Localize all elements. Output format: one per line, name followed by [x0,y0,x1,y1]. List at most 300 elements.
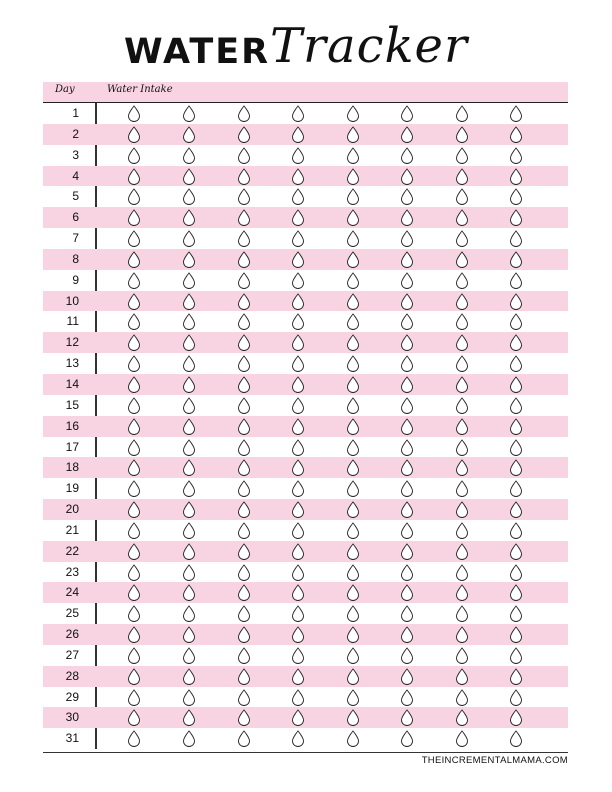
water-drop-icon[interactable] [127,459,141,476]
water-drop-icon[interactable] [237,230,251,247]
water-drop-icon[interactable] [127,584,141,601]
water-drop-icon[interactable] [237,355,251,372]
water-drop-icon[interactable] [346,626,360,643]
water-drop-icon[interactable] [237,439,251,456]
water-drop-icon[interactable] [237,334,251,351]
water-drop-icon[interactable] [291,626,305,643]
water-drop-icon[interactable] [455,355,469,372]
water-drop-icon[interactable] [346,564,360,581]
day-number: 8 [72,251,79,266]
water-drop-icon[interactable] [455,480,469,497]
water-drop-icon[interactable] [455,126,469,143]
water-drop-icon[interactable] [455,501,469,518]
water-drop-icon[interactable] [237,689,251,706]
water-drop-icon[interactable] [182,209,196,226]
water-drop-icon[interactable] [400,168,414,185]
water-drop-icon[interactable] [127,480,141,497]
water-drop-icon[interactable] [400,251,414,268]
day-row [43,541,568,562]
water-drop-icon[interactable] [400,126,414,143]
water-drop-icon[interactable] [237,168,251,185]
water-drop-icon[interactable] [509,647,523,664]
water-drop-icon[interactable] [400,647,414,664]
day-row [43,353,568,374]
day-number: 3 [72,147,79,162]
water-drop-icon[interactable] [346,689,360,706]
water-drop-icon[interactable] [455,313,469,330]
water-drop-icon[interactable] [455,605,469,622]
water-drop-icon[interactable] [127,730,141,747]
day-number: 27 [65,647,79,662]
day-number: 24 [65,585,79,600]
water-drop-icon[interactable] [400,564,414,581]
water-drop-icon[interactable] [237,105,251,122]
day-column-header: Day [55,84,75,95]
water-drop-icon[interactable] [237,730,251,747]
water-drop-icon[interactable] [182,480,196,497]
water-drop-icon[interactable] [237,251,251,268]
water-drop-icon[interactable] [346,543,360,560]
water-drop-icon[interactable] [182,272,196,289]
water-drop-icon[interactable] [400,605,414,622]
water-drop-icon[interactable] [182,522,196,539]
water-drop-icon[interactable] [237,668,251,685]
water-drop-icon[interactable] [182,584,196,601]
water-drop-icon[interactable] [237,480,251,497]
water-drop-icon[interactable] [346,376,360,393]
water-drop-icon[interactable] [182,313,196,330]
day-rows [43,103,568,749]
water-drop-icon[interactable] [509,355,523,372]
water-drop-icon[interactable] [400,480,414,497]
water-drop-icon[interactable] [346,730,360,747]
water-drop-icon[interactable] [182,439,196,456]
day-number: 18 [65,460,79,475]
water-drop-icon[interactable] [509,709,523,726]
water-drop-icon[interactable] [400,584,414,601]
water-drop-icon[interactable] [346,230,360,247]
water-drop-icon[interactable] [291,584,305,601]
water-drop-icon[interactable] [237,584,251,601]
water-drop-icon[interactable] [182,355,196,372]
water-drop-icon[interactable] [400,355,414,372]
day-number: 26 [65,627,79,642]
day-row [43,582,568,603]
day-number: 5 [72,189,79,204]
water-drop-icon[interactable] [346,105,360,122]
water-drop-icon[interactable] [346,439,360,456]
water-drop-icon[interactable] [182,230,196,247]
water-drop-icon[interactable] [400,459,414,476]
water-drop-icon[interactable] [346,355,360,372]
water-drop-icon[interactable] [400,147,414,164]
water-drop-icon[interactable] [182,501,196,518]
water-drop-icon[interactable] [509,313,523,330]
water-drop-icon[interactable] [127,188,141,205]
water-drop-icon[interactable] [346,293,360,310]
water-drop-icon[interactable] [291,709,305,726]
water-drop-icon[interactable] [400,313,414,330]
water-drop-icon[interactable] [291,230,305,247]
water-drop-icon[interactable] [346,251,360,268]
water-drop-icon[interactable] [127,105,141,122]
water-drop-icon[interactable] [291,376,305,393]
water-drop-icon[interactable] [455,418,469,435]
water-drop-icon[interactable] [509,168,523,185]
water-drop-icon[interactable] [127,147,141,164]
water-drop-icon[interactable] [455,272,469,289]
water-drop-icon[interactable] [509,105,523,122]
water-drop-icon[interactable] [127,313,141,330]
day-number: 21 [65,522,79,537]
water-drop-icon[interactable] [182,147,196,164]
water-drop-icon[interactable] [291,147,305,164]
water-drop-icon[interactable] [182,251,196,268]
water-drop-icon[interactable] [509,730,523,747]
water-drop-icon[interactable] [182,418,196,435]
water-drop-icon[interactable] [455,209,469,226]
water-drop-icon[interactable] [237,397,251,414]
day-row [43,437,568,458]
water-drop-icon[interactable] [291,209,305,226]
water-drop-icon[interactable] [182,105,196,122]
water-drop-icon[interactable] [182,293,196,310]
water-drop-icon[interactable] [291,105,305,122]
water-drop-icon[interactable] [127,209,141,226]
water-drop-icon[interactable] [346,709,360,726]
water-drop-icon[interactable] [127,334,141,351]
day-number: 13 [65,356,79,371]
water-drop-icon[interactable] [509,564,523,581]
water-drop-icon[interactable] [291,418,305,435]
water-drop-icon[interactable] [182,126,196,143]
water-drop-icon[interactable] [182,626,196,643]
water-drop-icon[interactable] [127,668,141,685]
water-drop-icon[interactable] [400,501,414,518]
water-drop-icon[interactable] [509,230,523,247]
water-drop-icon[interactable] [509,459,523,476]
water-drop-icon[interactable] [346,397,360,414]
day-number: 31 [65,731,79,746]
day-row [43,186,568,207]
water-drop-icon[interactable] [291,689,305,706]
day-row [43,603,568,624]
water-drop-icon[interactable] [237,126,251,143]
water-drop-icon[interactable] [455,564,469,581]
water-drop-icon[interactable] [509,188,523,205]
water-drop-icon[interactable] [509,605,523,622]
day-number: 25 [65,606,79,621]
water-drop-icon[interactable] [127,397,141,414]
water-drop-icon[interactable] [237,522,251,539]
water-drop-icon[interactable] [237,459,251,476]
water-drop-icon[interactable] [509,522,523,539]
water-drop-icon[interactable] [509,480,523,497]
water-drop-icon[interactable] [346,334,360,351]
water-drop-icon[interactable] [400,730,414,747]
water-drop-icon[interactable] [237,626,251,643]
water-drop-icon[interactable] [455,584,469,601]
water-drop-icon[interactable] [346,459,360,476]
water-drop-icon[interactable] [400,397,414,414]
water-drop-icon[interactable] [182,543,196,560]
water-drop-icon[interactable] [127,647,141,664]
water-drop-icon[interactable] [455,668,469,685]
water-drop-icon[interactable] [291,334,305,351]
day-row [43,416,568,437]
water-drop-icon[interactable] [182,168,196,185]
water-drop-icon[interactable] [346,126,360,143]
water-drop-icon[interactable] [509,418,523,435]
water-drop-icon[interactable] [291,480,305,497]
water-drop-icon[interactable] [346,584,360,601]
water-drop-icon[interactable] [291,605,305,622]
water-drop-icon[interactable] [346,272,360,289]
water-intake-header: Water Intake [107,84,173,95]
water-drop-icon[interactable] [182,709,196,726]
water-drop-icon[interactable] [509,251,523,268]
day-row [43,395,568,416]
water-drop-icon[interactable] [182,564,196,581]
water-drop-icon[interactable] [455,709,469,726]
water-drop-icon[interactable] [400,376,414,393]
water-drop-icon[interactable] [400,334,414,351]
water-drop-icon[interactable] [455,251,469,268]
water-drop-icon[interactable] [400,709,414,726]
water-drop-icon[interactable] [127,564,141,581]
water-drop-icon[interactable] [400,230,414,247]
day-row [43,687,568,708]
footer-divider [43,752,568,753]
water-drop-icon[interactable] [346,522,360,539]
day-row [43,707,568,728]
water-drop-icon[interactable] [237,543,251,560]
water-drop-icon[interactable] [237,313,251,330]
day-number: 2 [72,126,79,141]
water-drop-icon[interactable] [237,418,251,435]
day-row [43,499,568,520]
water-drop-icon[interactable] [291,668,305,685]
water-drop-icon[interactable] [127,605,141,622]
water-drop-icon[interactable] [509,376,523,393]
water-drop-icon[interactable] [291,168,305,185]
water-drop-icon[interactable] [346,647,360,664]
water-drop-icon[interactable] [346,480,360,497]
water-drop-icon[interactable] [455,459,469,476]
water-drop-icon[interactable] [127,543,141,560]
water-drop-icon[interactable] [455,730,469,747]
water-drop-icon[interactable] [237,293,251,310]
water-drop-icon[interactable] [346,147,360,164]
water-drop-icon[interactable] [127,626,141,643]
water-drop-icon[interactable] [237,188,251,205]
water-drop-icon[interactable] [455,168,469,185]
water-drop-icon[interactable] [400,689,414,706]
water-drop-icon[interactable] [346,188,360,205]
water-drop-icon[interactable] [291,730,305,747]
day-number: 12 [65,335,79,350]
water-drop-icon[interactable] [182,376,196,393]
water-drop-icon[interactable] [182,334,196,351]
water-drop-icon[interactable] [291,522,305,539]
water-drop-icon[interactable] [237,272,251,289]
water-drop-icon[interactable] [346,668,360,685]
water-drop-icon[interactable] [400,272,414,289]
water-drop-icon[interactable] [237,209,251,226]
water-drop-icon[interactable] [455,397,469,414]
water-drop-icon[interactable] [455,293,469,310]
water-drop-icon[interactable] [237,501,251,518]
day-number: 14 [65,376,79,391]
water-drop-icon[interactable] [455,647,469,664]
water-drop-icon[interactable] [346,605,360,622]
water-drop-icon[interactable] [291,293,305,310]
water-drop-icon[interactable] [291,459,305,476]
day-number: 4 [72,168,79,183]
water-drop-icon[interactable] [127,418,141,435]
water-drop-icon[interactable] [127,376,141,393]
water-drop-icon[interactable] [455,522,469,539]
water-drop-icon[interactable] [346,418,360,435]
table-header [43,82,568,103]
water-drop-icon[interactable] [346,168,360,185]
water-drop-icon[interactable] [455,543,469,560]
water-drop-icon[interactable] [509,501,523,518]
water-drop-icon[interactable] [291,501,305,518]
water-drop-icon[interactable] [400,626,414,643]
water-drop-icon[interactable] [509,397,523,414]
water-drop-icon[interactable] [455,230,469,247]
day-row [43,228,568,249]
water-drop-icon[interactable] [509,272,523,289]
water-drop-icon[interactable] [509,668,523,685]
water-drop-icon[interactable] [455,105,469,122]
water-drop-icon[interactable] [127,689,141,706]
day-row [43,666,568,687]
water-drop-icon[interactable] [509,126,523,143]
water-drop-icon[interactable] [291,272,305,289]
water-drop-icon[interactable] [455,439,469,456]
day-number: 30 [65,710,79,725]
water-drop-icon[interactable] [291,647,305,664]
water-drop-icon[interactable] [400,668,414,685]
water-drop-icon[interactable] [509,334,523,351]
day-number: 11 [66,314,79,329]
water-drop-icon[interactable] [400,543,414,560]
water-drop-icon[interactable] [455,188,469,205]
water-drop-icon[interactable] [455,334,469,351]
water-drop-icon[interactable] [127,272,141,289]
water-drop-icon[interactable] [127,355,141,372]
water-drop-icon[interactable] [400,105,414,122]
water-drop-icon[interactable] [291,564,305,581]
water-drop-icon[interactable] [400,522,414,539]
water-drop-icon[interactable] [182,647,196,664]
water-drop-icon[interactable] [127,501,141,518]
day-row [43,374,568,395]
day-number: 1 [72,106,79,120]
water-drop-icon[interactable] [182,689,196,706]
water-drop-icon[interactable] [509,543,523,560]
water-drop-icon[interactable] [455,626,469,643]
water-drop-icon[interactable] [127,293,141,310]
water-drop-icon[interactable] [400,418,414,435]
water-drop-icon[interactable] [509,209,523,226]
day-number: 19 [65,481,79,496]
water-drop-icon[interactable] [509,147,523,164]
water-drop-icon[interactable] [509,293,523,310]
day-row [43,207,568,228]
water-drop-icon[interactable] [509,439,523,456]
water-drop-icon[interactable] [182,730,196,747]
day-number: 16 [65,418,79,433]
water-drop-icon[interactable] [509,689,523,706]
day-number: 28 [65,668,79,683]
water-drop-icon[interactable] [127,439,141,456]
day-row [43,124,568,145]
water-drop-icon[interactable] [291,543,305,560]
water-drop-icon[interactable] [291,126,305,143]
tracker-sheet [43,82,568,749]
water-drop-icon[interactable] [237,709,251,726]
water-drop-icon[interactable] [127,709,141,726]
water-drop-icon[interactable] [237,147,251,164]
water-drop-icon[interactable] [237,605,251,622]
water-drop-icon[interactable] [182,459,196,476]
water-drop-icon[interactable] [127,522,141,539]
water-drop-icon[interactable] [400,439,414,456]
water-drop-icon[interactable] [346,313,360,330]
water-drop-icon[interactable] [127,230,141,247]
water-drop-icon[interactable] [237,647,251,664]
water-drop-icon[interactable] [400,293,414,310]
water-drop-icon[interactable] [346,501,360,518]
water-drop-icon[interactable] [127,126,141,143]
water-drop-icon[interactable] [400,209,414,226]
water-drop-icon[interactable] [400,188,414,205]
water-drop-icon[interactable] [237,376,251,393]
day-number: 15 [65,397,79,412]
day-number: 17 [65,439,79,454]
day-number: 10 [65,293,79,308]
water-drop-icon[interactable] [509,584,523,601]
day-row [43,457,568,478]
page-title [0,18,612,78]
day-row [43,291,568,312]
water-drop-icon[interactable] [291,439,305,456]
water-drop-icon[interactable] [182,668,196,685]
water-drop-icon[interactable] [291,313,305,330]
water-drop-icon[interactable] [509,626,523,643]
water-drop-icon[interactable] [127,168,141,185]
day-number: 6 [72,210,79,225]
title-word-tracker: Tracker [270,18,468,74]
water-drop-icon[interactable] [182,188,196,205]
water-drop-icon[interactable] [455,147,469,164]
water-drop-icon[interactable] [127,251,141,268]
water-drop-icon[interactable] [291,251,305,268]
water-drop-icon[interactable] [346,209,360,226]
water-drop-icon[interactable] [291,188,305,205]
day-number: 22 [65,543,79,558]
water-drop-icon[interactable] [291,397,305,414]
water-drop-icon[interactable] [237,564,251,581]
water-drop-icon[interactable] [291,355,305,372]
water-drop-icon[interactable] [182,397,196,414]
water-drop-icon[interactable] [182,605,196,622]
water-drop-icon[interactable] [455,689,469,706]
water-drop-icon[interactable] [455,376,469,393]
